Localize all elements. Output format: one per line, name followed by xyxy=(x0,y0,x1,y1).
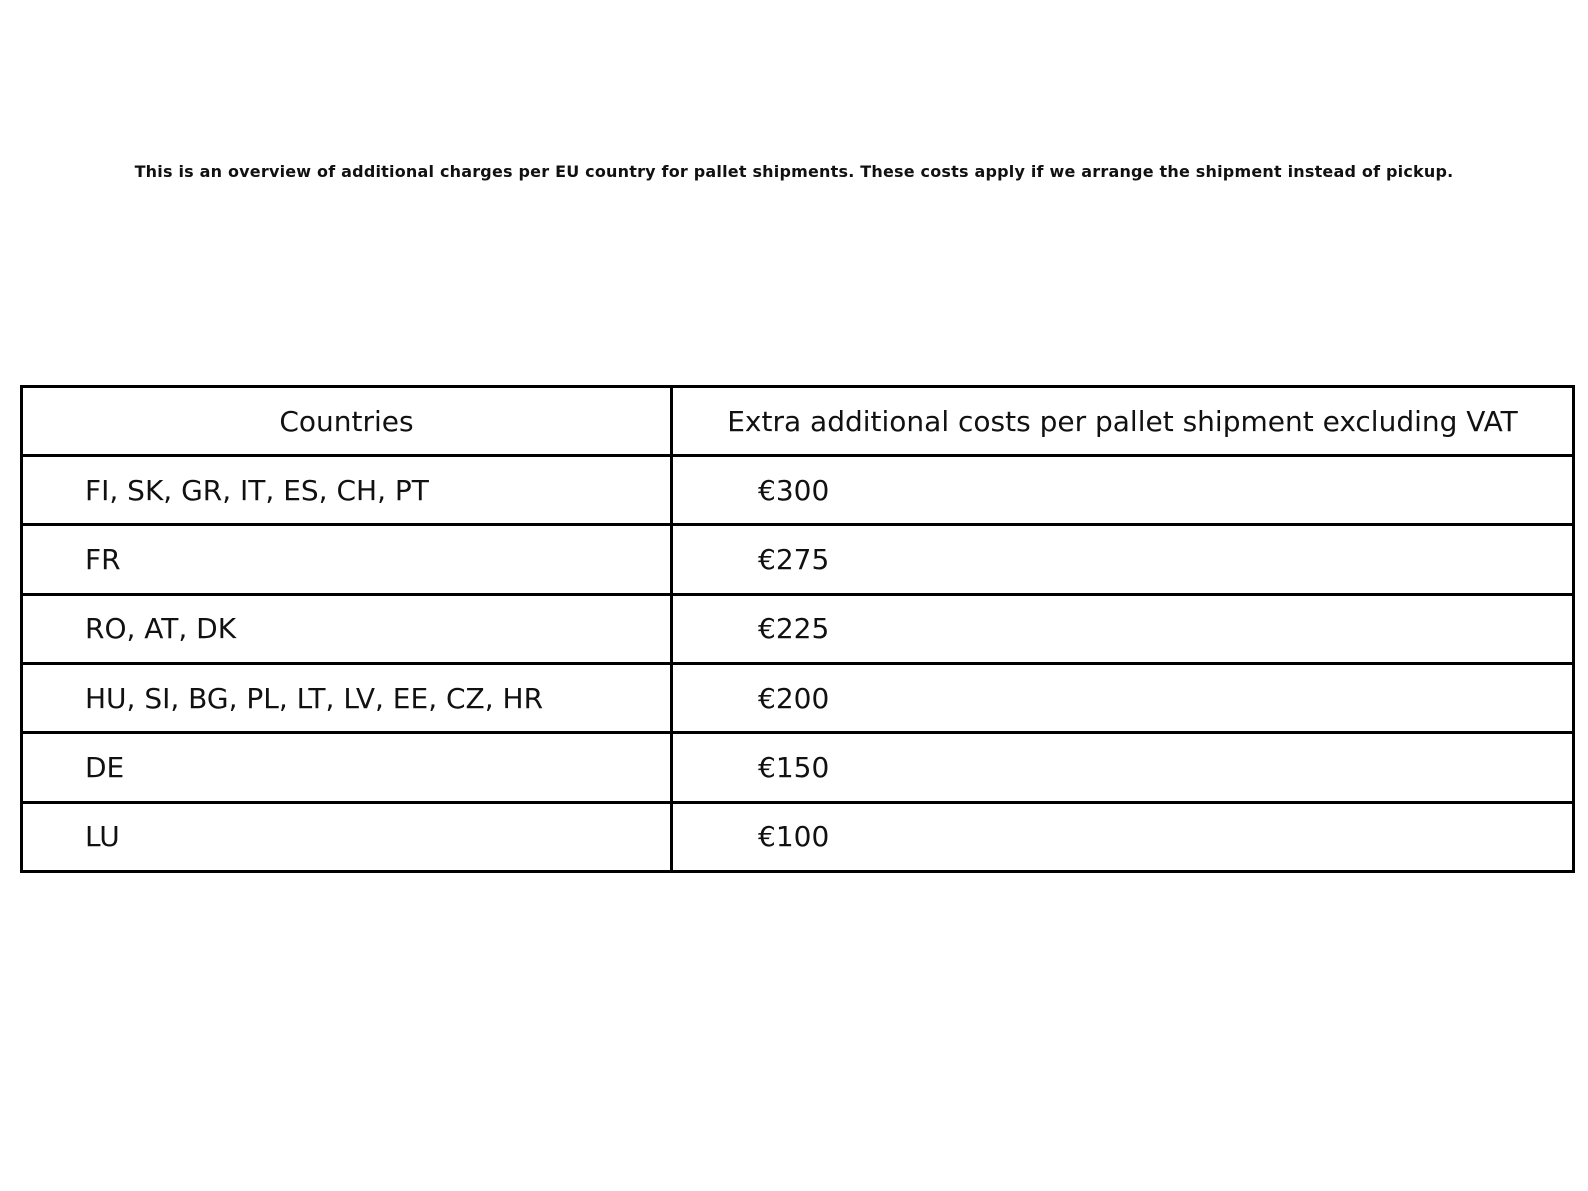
cost-cell: €275 xyxy=(672,525,1574,594)
table-header-row xyxy=(22,387,1574,456)
countries-cell: RO, AT, DK xyxy=(22,594,672,663)
countries-cell: DE xyxy=(22,733,672,802)
table-row xyxy=(22,456,1574,525)
countries-cell: FI, SK, GR, IT, ES, CH, PT xyxy=(22,456,672,525)
cost-cell: €300 xyxy=(672,456,1574,525)
cost-cell: €150 xyxy=(672,733,1574,802)
cost-cell: €200 xyxy=(672,663,1574,732)
cost-cell: €100 xyxy=(672,802,1574,871)
table-row xyxy=(22,733,1574,802)
table-row xyxy=(22,594,1574,663)
countries-cell: LU xyxy=(22,802,672,871)
countries-cell: FR xyxy=(22,525,672,594)
countries-cell: HU, SI, BG, PL, LT, LV, EE, CZ, HR xyxy=(22,663,672,732)
column-header-costs: Extra additional costs per pallet shipment excluding VAT xyxy=(672,387,1574,456)
table-row xyxy=(22,525,1574,594)
charges-table xyxy=(20,385,1575,873)
table-row xyxy=(22,663,1574,732)
column-header-countries: Countries xyxy=(22,387,672,456)
table-row xyxy=(22,802,1574,871)
intro-note: This is an overview of additional charges per EU country for pallet shipments. These costs apply if we arrange the shipment instead of pickup. xyxy=(134,162,1454,181)
cost-cell: €225 xyxy=(672,594,1574,663)
